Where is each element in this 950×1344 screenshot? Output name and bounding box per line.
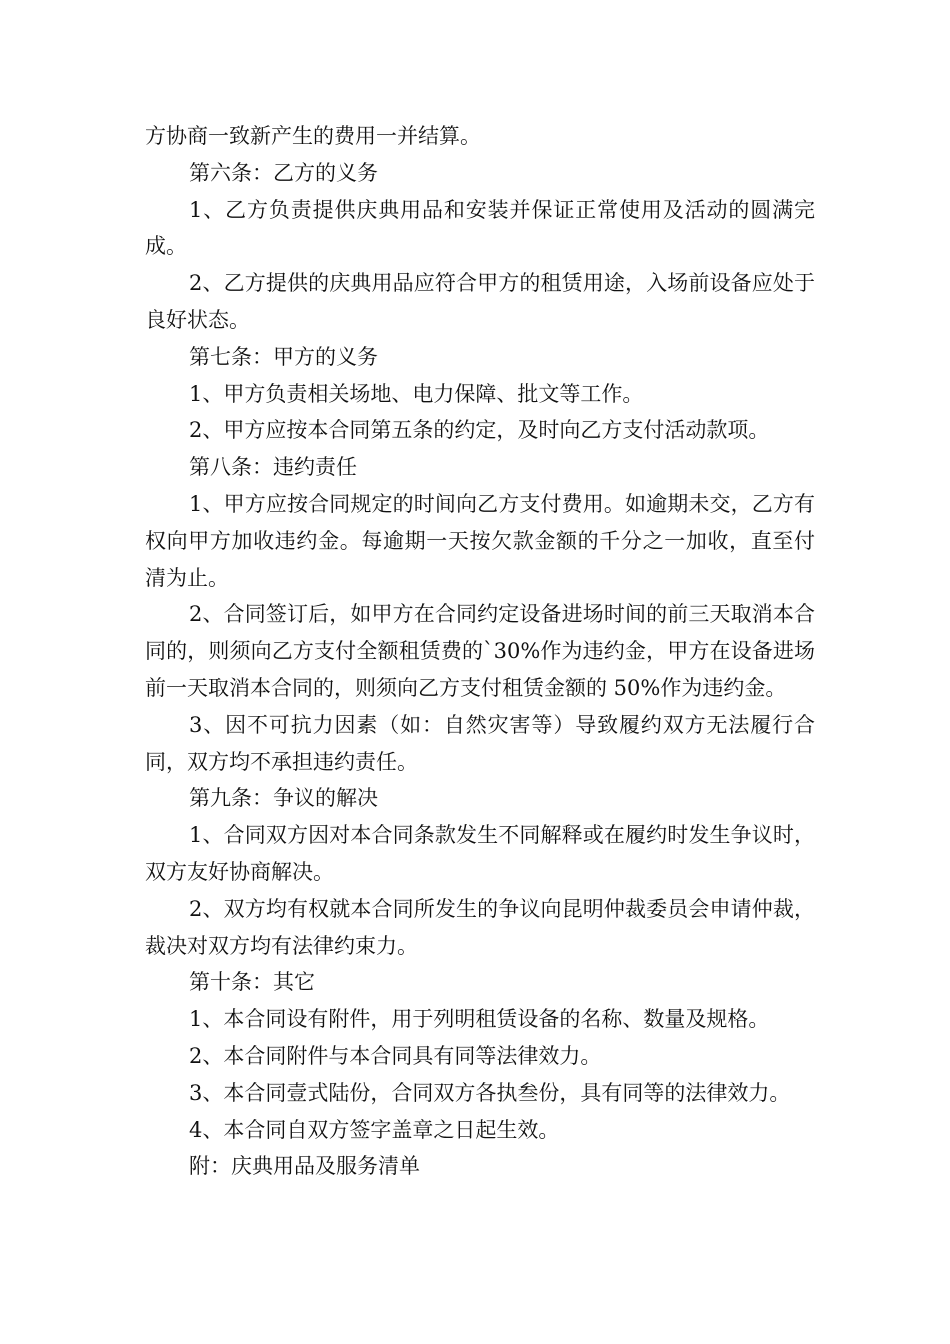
appendix-heading: 附：庆典用品及服务清单 [189, 1154, 420, 1179]
article-9-item-1: 1、合同双方因对本合同条款发生不同解释或在履约时发生争议时，双方友好协商解决。 [145, 823, 815, 884]
article-6-item-1: 1、乙方负责提供庆典用品和安装并保证正常使用及活动的圆满完成。 [145, 197, 815, 259]
article-9-item-2: 2、双方均有权就本合同所发生的争议向昆明仲裁委员会申请仲裁，裁决对双方均有法律约束力。 [145, 896, 815, 958]
article-10-item-4: 4、本合同自双方签字盖章之日起生效。 [189, 1117, 560, 1142]
article-9-heading: 第九条：争议的解决 [189, 786, 378, 811]
article-10-item-1: 1、本合同设有附件，用于列明租赁设备的名称、数量及规格。 [189, 1007, 770, 1032]
contract-body [145, 118, 815, 1185]
article-10-item-2: 2、本合同附件与本合同具有同等法律效力。 [189, 1043, 602, 1068]
article-7-item-1: 1、甲方负责相关场地、电力保障、批文等工作。 [189, 381, 644, 406]
article-6-heading: 第六条：乙方的义务 [189, 160, 378, 185]
article-10-item-3: 3、本合同壹式陆份，合同双方各执叁份，具有同等的法律效力。 [189, 1080, 791, 1105]
article-8-item-2: 2、合同签订后，如甲方在合同约定设备进场时间的前三天取消本合同的，则须向乙方支付全额租赁费的`30%作为违约金，甲方在设备进场前一天取消本合同的，则须向乙方支付租赁金额的 50%作为违约金。 [145, 602, 815, 700]
article-7-heading: 第七条：甲方的义务 [189, 344, 378, 369]
article-8-item-3: 3、因不可抗力因素（如：自然灾害等）导致履约双方无法履行合同，双方均不承担违约责任。 [145, 712, 815, 774]
article-6-item-2: 2、乙方提供的庆典用品应符合甲方的租赁用途，入场前设备应处于良好状态。 [145, 271, 815, 332]
article-7-item-2: 2、甲方应按本合同第五条的约定，及时向乙方支付活动款项。 [189, 418, 770, 443]
article-8-heading: 第八条：违约责任 [189, 455, 357, 480]
article-8-item-1: 1、甲方应按合同规定的时间向乙方支付费用。如逾期未交，乙方有权向甲方加收违约金。每逾期一天按欠款金额的千分之一加收，直至付清为止。 [145, 491, 815, 590]
article-10-heading: 第十条：其它 [189, 970, 315, 995]
paragraph-continuation: 方协商一致新产生的费用一并结算。 [145, 124, 481, 148]
